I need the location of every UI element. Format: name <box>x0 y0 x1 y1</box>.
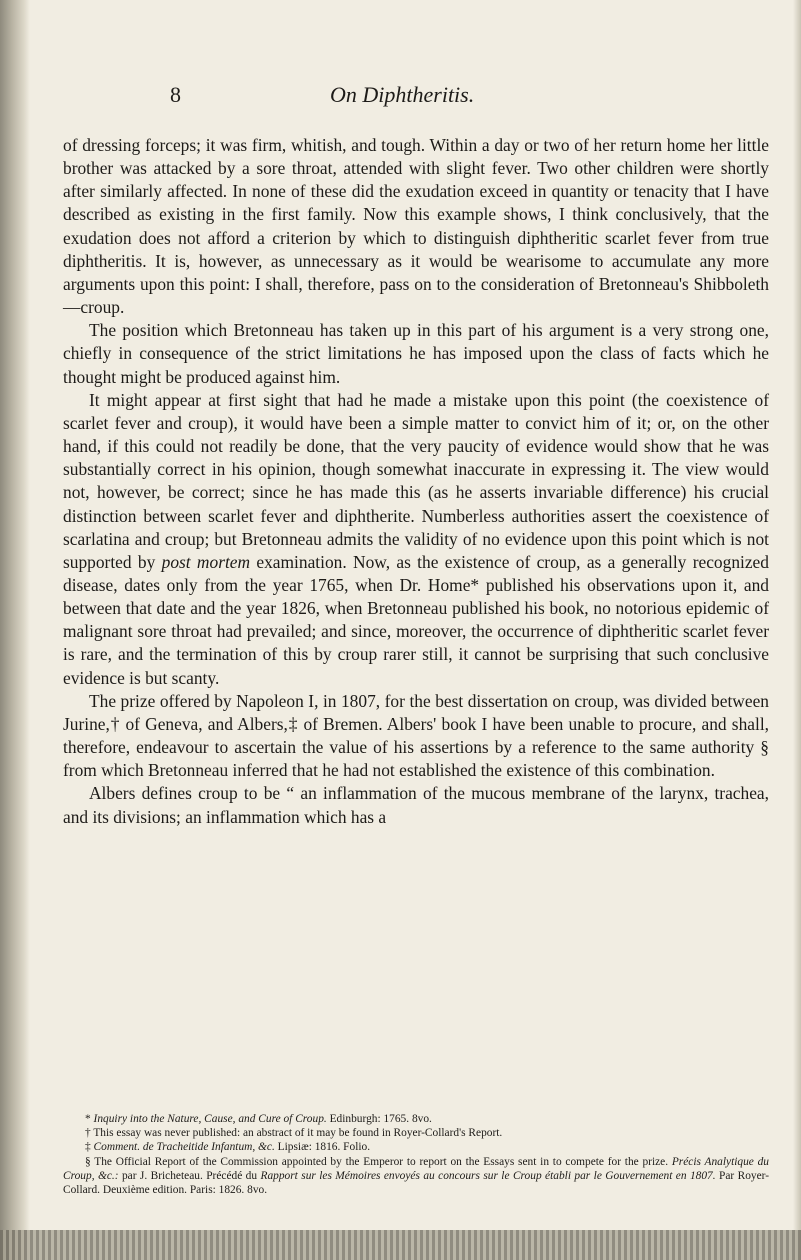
footnote-3-rest: Lipsiæ: 1816. Folio. <box>274 1141 371 1154</box>
running-title: On Diphtheritis. <box>330 82 475 107</box>
footnote-1-title: Inquiry into the Nature, Cause, and Cure of Croup. <box>93 1113 327 1125</box>
paragraph-3-part-b: examination. Now, as the existence of croup, as a generally recognized disease, dates only from the year 1765, when Dr. Home* published his observations upon it, and between that date and the year 1826, when Bretonneau published his book, no notorious epidemic of malignant sore throat had prevailed; and since, moreover, the occurrence of diphtheritic scarlet fever is rare, and the termination of this by croup rarer still, it cannot be surprising that such conclusive evidence is but scanty. <box>63 551 769 688</box>
footnote-4-title-2: Rapport sur les Mémoires envoyés au concours sur le Croup établi par le Gouvernement en 1807. <box>260 1169 716 1182</box>
footnote-3 <box>63 1140 769 1154</box>
footnote-4-part-c: Par Royer-Collard. Deuxième edition. Paris: 1826. 8vo. <box>63 1169 770 1197</box>
page-number: 8 <box>170 82 181 107</box>
footnote-1-rest: Edinburgh: 1765. 8vo. <box>326 1113 432 1125</box>
footnotes <box>63 1112 769 1197</box>
footnote-3-title: Comment. de Tracheitide Infantum, &c. <box>93 1141 275 1154</box>
paragraph-5: Albers defines croup to be “ an inflammation of the mucous membrane of the larynx, trachea, and its divisions; an inflammation which has a <box>63 783 769 827</box>
body-text <box>63 134 769 829</box>
footnote-4-part-a: § The Official Report of the Commission appointed by the Emperor to report on the Essays sent in to compete for the prize. <box>85 1155 672 1168</box>
page-header <box>170 82 770 118</box>
page-binding-shadow <box>0 0 30 1260</box>
paragraph-3 <box>63 389 769 690</box>
page-right-edge <box>793 0 801 1260</box>
footnote-2: † This essay was never published: an abstract of it may be found in Royer-Collard's Report. <box>85 1127 503 1140</box>
footnote-3-mark: ‡ <box>85 1141 94 1154</box>
footnote-4-title-1: Précis Analytique du Croup, &c.: <box>63 1155 769 1182</box>
paragraph-2: The position which Bretonneau has taken up in this part of his argument is a very strong one, chiefly in consequence of the strict limitations he has imposed upon the class of facts which he thought might be produced against him. <box>63 320 769 387</box>
footnote-1-mark: * <box>85 1113 94 1125</box>
paragraph-1: of dressing forceps; it was firm, whitish, and tough. Within a day or two of her return home her little brother was attacked by a sore throat, attended with slight fever. Two other children were shortly after similarly affected. In none of these did the exudation exceed in quantity or tenacity that I have described as existing in the first family. Now this example shows, I think conclusively, that the exudation does not afford a criterion by which to distinguish diphtheritic scarlet fever from true diphtheritis. It is, however, as unnecessary as it would be wearisome to accumulate any more arguments upon this point: I shall, therefore, pass on to the consideration of Bretonneau's Shibboleth—croup. <box>63 135 769 318</box>
footnote-4-part-b: par J. Bricheteau. Précédé du <box>118 1169 261 1182</box>
footnote-1 <box>63 1112 769 1126</box>
paragraph-3-part-a: It might appear at first sight that had he made a mistake upon this point (the coexistence of scarlet fever and croup), it would have been a simple matter to convict him of it; or, on the other hand, if this could not readily be done, that the very paucity of evidence would show that he was substantially correct in his opinion, though somewhat inaccurate in expressing it. The view would not, however, be correct; since he has made this (as he asserts invariable difference) his crucial distinction between scarlet fever and diphtherite. Numberless authorities assert the coexistence of scarlatina and croup; but Bretonneau admits the validity of no evidence upon this point which is not supported by <box>63 389 769 572</box>
page-bottom-edge <box>0 1230 801 1260</box>
paragraph-4: The prize offered by Napoleon I, in 1807, for the best dissertation on croup, was divided between Jurine,† of Geneva, and Albers,‡ of Bremen. Albers' book I have been unable to procure, and shall, therefore, endeavour to ascertain the value of his assertions by a reference to the same authority § from which Bretonneau inferred that he had not established the existence of this combination. <box>63 690 769 781</box>
paragraph-3-emphasis: post mortem <box>161 551 251 572</box>
footnote-4 <box>63 1155 769 1198</box>
